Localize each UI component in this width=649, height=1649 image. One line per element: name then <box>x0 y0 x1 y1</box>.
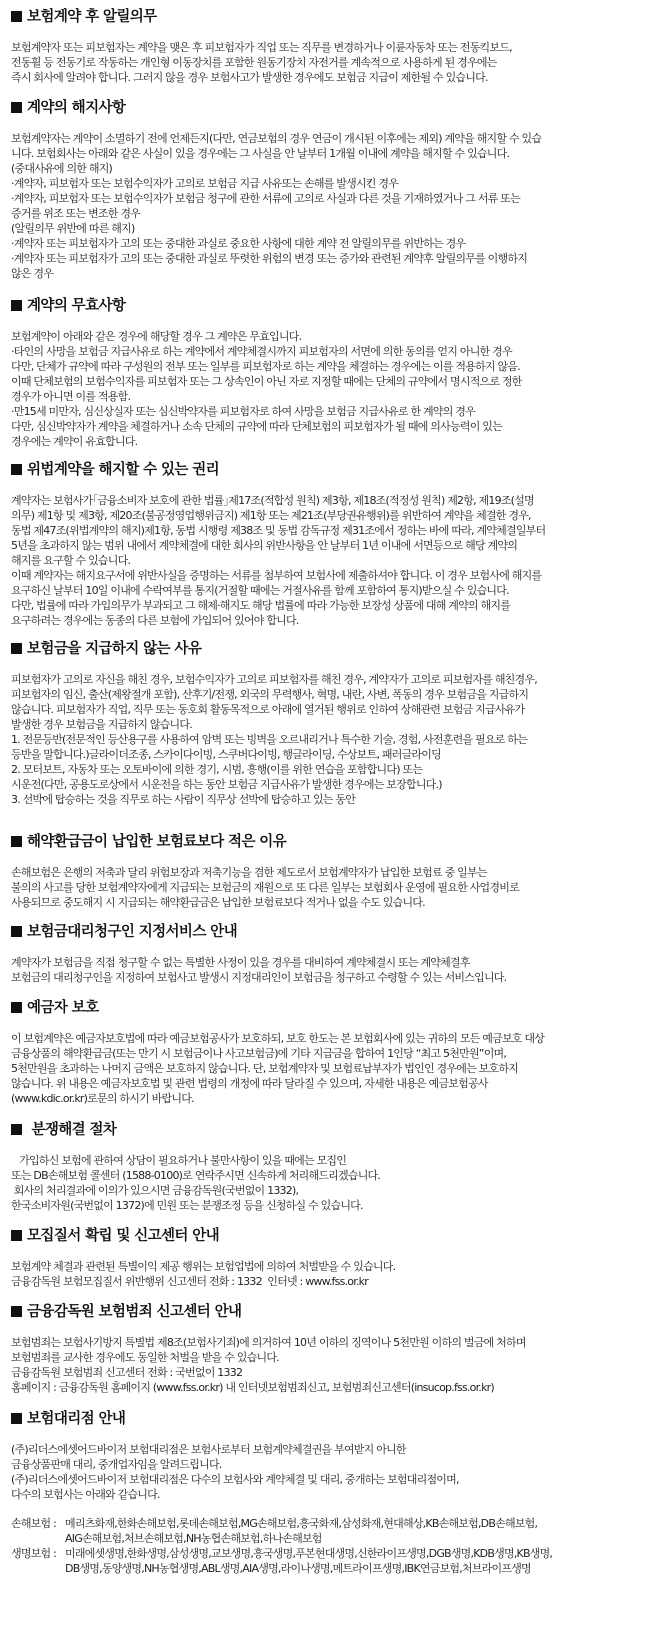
text-line: (주)리더스에셋어드바이저 보험대리점은 보험사로부터 보험계약체결권을 부여받지 아니한 <box>11 1443 406 1456</box>
section-non-payment-reasons <box>11 636 638 807</box>
section-heading: 금융감독원 보험범죄 신고센터 안내 <box>11 1299 638 1325</box>
section-post-contract-notice <box>11 4 638 85</box>
insurer-list <box>11 1516 638 1576</box>
text-line: 계약자는 보험사가｢금융소비자 보호에 관한 법률｣제17조(적합성 원칙) 제3항, 제18조(적정성 원칙) 제2항, 제19조(설명 <box>11 494 534 507</box>
square-bullet-icon <box>11 1306 22 1317</box>
text-line: 경우가 아니면 이를 적용함. <box>11 390 131 403</box>
text-line: 전동휠 등 전동기로 작동하는 개인형 이동장치를 포함한 원동기장치 자전거를 계속적으로 사용하게 된 경우에는 <box>11 56 497 69</box>
text-line: 메리츠화재,한화손해보험,롯데손해보험,MG손해보험,흥국화재,삼성화재,현대해상,KB손해보험,DB손해보험, <box>65 1517 538 1530</box>
section-proxy-claimant <box>11 919 638 985</box>
text-line: 5천만원을 초과하는 나머지 금액은 보호하지 않습니다. 단, 보험계약자 및 보험료납부자가 법인인 경우에는 보호하지 <box>11 1062 519 1075</box>
text-line: 다만, 심신박약자가 계약을 체결하거나 소속 단체의 규약에 따라 단체보험의 피보험자가 될 때에 의사능력이 있는 <box>11 420 502 433</box>
text-line: 한국소비자원(국번없이 1372)에 민원 또는 분쟁조정 등을 신청하실 수 있습니다. <box>11 1199 363 1212</box>
section-heading: 위법계약을 해지할 수 있는 권리 <box>11 457 638 483</box>
text-line: 가입하신 보험에 관하여 상담이 필요하거나 불만사항이 있을 때에는 모집인 <box>11 1154 347 1167</box>
text-line: (주)리더스에셋어드바이저 보험대리점은 다수의 보험사와 계약체결 및 대리, 중개하는 보험대리점이며, <box>11 1473 459 1486</box>
section-surrender-value <box>11 829 638 910</box>
text-line: 금융상품판매 대리, 중개업자임을 알려드립니다. <box>11 1458 222 1471</box>
text-line: 다만, 법률에 따라 가입의무가 부과되고 그 해제·해지도 해당 법률에 따라 가능한 보장성 상품에 대해 계약의 해지를 <box>11 599 511 612</box>
text-line: 해지를 요구할 수 있습니다. <box>11 554 131 567</box>
section-heading: 계약의 해지사항 <box>11 95 638 121</box>
square-bullet-icon <box>11 464 22 475</box>
text-line: 경우에는 계약이 유효합니다. <box>11 435 138 448</box>
square-bullet-icon <box>11 1002 22 1013</box>
text-line: DB생명,동양생명,NH농협생명,ABL생명,AIA생명,라이나생명,메트라이프생명,IBK연금보험,처브라이프생명 <box>65 1562 531 1575</box>
text-line: ·계약자, 피보험자 또는 보험수익자가 고의로 보험금 지급 사유또는 손해를 발생시킨 경우 <box>11 177 399 190</box>
section-heading: 분쟁해결 절차 <box>11 1117 638 1143</box>
section-heading: 보험계약 후 알릴의무 <box>11 4 638 30</box>
text-line: 금융상품의 해약환급금(또는 만기 시 보험금이나 사고보험금)에 기타 지급금을 합하여 1인당 “최고 5천만원”이며, <box>11 1047 507 1060</box>
section-dispute-resolution <box>11 1117 638 1213</box>
text-line: 미래에셋생명,한화생명,삼성생명,교보생명,흥국생명,푸본현대생명,신한라이프생명,DGB생명,KDB생명,KB생명, <box>65 1547 553 1560</box>
nonlife-label: 손해보험 : <box>11 1517 57 1530</box>
text-line: 피보험자가 고의로 자신을 해친 경우, 보험수익자가 고의로 피보험자를 해친 경우, 계약자가 고의로 피보험자를 해친경우, <box>11 673 537 686</box>
section-heading: 보험대리점 안내 <box>11 1406 638 1432</box>
section-heading: 계약의 무효사항 <box>11 293 638 319</box>
text-line: 1. 전문등반(전문적인 등산용구를 사용하여 암벽 또는 빙벽을 오르내리거나 특수한 기술, 경험, 사전훈련을 필요로 하는 <box>11 733 527 746</box>
text-line: 요구하려는 경우에는 동종의 다른 보험에 가입되어 있어야 합니다. <box>11 614 299 627</box>
section-heading: 보험금을 지급하지 않는 사유 <box>11 636 638 662</box>
text-line: (중대사유에 의한 해지) <box>11 162 113 175</box>
text-line: 보험계약자는 계약이 소멸하기 전에 언제든지(다만, 연금보험의 경우 연금이 개시된 이후에는 제외) 계약을 해지할 수 있습 <box>11 132 542 145</box>
square-bullet-icon <box>11 836 22 847</box>
text-line: 불의의 사고를 당한 보험계약자에게 지급되는 보험금의 재원으로 또 다른 일부는 보험회사 운영에 필요한 사업경비로 <box>11 881 519 894</box>
section-solicitation-order <box>11 1223 638 1289</box>
square-bullet-icon <box>11 926 22 937</box>
text-line: 이때 계약자는 해지요구서에 위반사실을 증명하는 서류를 첨부하여 보험사에 제출하셔야 합니다. 이 경우 보험사에 해지를 <box>11 569 542 582</box>
text-line: 이때 단체보험의 보험수익자를 피보험자 또는 그 상속인이 아닌 자로 지정할 때에는 단체의 규약에서 명시적으로 정한 <box>11 375 522 388</box>
section-invalidity <box>11 293 638 449</box>
square-bullet-icon <box>11 102 22 113</box>
text-line: ·계약자 또는 피보험자가 고의 또는 중대한 과실로 뚜렷한 위험의 변경 또는 증가와 관련된 계약후 알릴의무를 이행하지 <box>11 252 528 265</box>
square-bullet-icon <box>11 300 22 311</box>
text-line: 손해보험은 은행의 저축과 달리 위험보장과 저축기능을 겸한 제도로서 보험계약자가 납입한 보험료 중 일부는 <box>11 866 487 879</box>
text-line: 이 보험계약은 예금자보호법에 따라 예금보험공사가 보호하되, 보호 한도는 본 보험회사에 있는 귀하의 모든 예금보호 대상 <box>11 1032 545 1045</box>
text-line: AIG손해보험,처브손해보험,NH농협손해보험,하나손해보험 <box>65 1532 322 1545</box>
text-line: 보험계약 체결과 관련된 특별이익 제공 행위는 보험업법에 의하여 처벌받을 수 있습니다. <box>11 1260 396 1273</box>
nonlife-insurer-row <box>11 1516 638 1546</box>
text-line: 시운전(다만, 공용도로상에서 시운전을 하는 동안 보험금 지급사유가 발생한 경우에는 보장합니다.) <box>11 778 442 791</box>
text-line: 보험범죄는 보험사기방지 특별법 제8조(보험사기죄)에 의거하여 10년 이하의 징역이나 5천만원 이하의 벌금에 처하며 <box>11 1336 526 1349</box>
square-bullet-icon <box>11 643 22 654</box>
section-heading: 예금자 보호 <box>11 995 638 1021</box>
text-line: 5년을 초과하지 않는 범위 내에서 계약체결에 대한 회사의 위반사항을 안 날부터 1년 이내에 서면등으로 해당 계약의 <box>11 539 518 552</box>
text-line: 3. 선박에 탑승하는 것을 직무로 하는 사람이 직무상 선박에 탑승하고 있는 동안 <box>11 793 356 806</box>
nonlife-names <box>65 1516 638 1546</box>
text-line: 증거를 위조 또는 변조한 경우 <box>11 207 141 220</box>
text-line: (www.kdic.or.kr)로문의 하시기 바랍니다. <box>11 1092 194 1105</box>
life-insurer-row <box>11 1546 638 1576</box>
text-line: 않습니다. 피보험자가 직업, 직무 또는 동호회 활동목적으로 아래에 열거된 행위로 인하여 상해관련 보험금 지급사유가 <box>11 703 525 716</box>
section-heading: 모집질서 확립 및 신고센터 안내 <box>11 1223 638 1249</box>
text-line: 금융감독원 보험모집질서 위반행위 신고센터 전화 : 1332 인터넷 : www.fss.or.kr <box>11 1275 368 1288</box>
text-line: 않은 경우 <box>11 267 54 280</box>
square-bullet-icon <box>11 11 22 22</box>
life-label: 생명보험 : <box>11 1547 57 1560</box>
text-line: 않습니다. 위 내용은 예금자보호법 및 관련 법령의 개정에 따라 달라질 수 있으며, 자세한 내용은 예금보험공사 <box>11 1077 488 1090</box>
text-line: 또는 DB손해보험 콜센터 (1588-0100)로 연락주시면 신속하게 처리해드리겠습니다. <box>11 1169 381 1182</box>
text-line: 다만, 단체가 규약에 따라 구성원의 전부 또는 일부를 피보험자로 하는 계약을 체결하는 경우에는 이를 적용하지 않음. <box>11 360 520 373</box>
text-line: 니다. 보험회사는 아래와 같은 사실이 있을 경우에는 그 사실을 안 날부터 1개월 이내에 계약을 해지할 수 있습니다. <box>11 147 510 160</box>
text-line: 발생한 경우 보험금을 지급하지 않습니다. <box>11 718 192 731</box>
text-line: 즉시 회사에 알려야 합니다. 그러지 않을 경우 보험사고가 발생한 경우에도 보험금 지급이 제한될 수 있습니다. <box>11 71 488 84</box>
text-line: 보험금의 대리청구인을 지정하여 보험사고 발생시 지정대리인이 보험금을 청구하고 수령할 수 있는 서비스입니다. <box>11 971 507 984</box>
text-line: ·계약자 또는 피보험자가 고의 또는 중대한 과실로 중요한 사항에 대한 계약 전 알릴의무를 위반하는 경우 <box>11 237 466 250</box>
text-line: 2. 모터보트, 자동차 또는 오토바이에 의한 경기, 시범, 흥행(이를 위한 연습을 포함합니다) 또는 <box>11 763 423 776</box>
text-line: ·계약자, 피보험자 또는 보험수익자가 보험금 청구에 관한 서류에 고의로 사실과 다른 것을 기재하였거나 그 서류 또는 <box>11 192 520 205</box>
section-heading: 보험금대리청구인 지정서비스 안내 <box>11 919 638 945</box>
text-line: 등반을 말합니다.)글라이더조종, 스카이다이빙, 스쿠버다이빙, 행글라이딩, 수상보트, 패러글라이딩 <box>11 748 441 761</box>
text-line: 보험계약이 아래와 같은 경우에 해당할 경우 그 계약은 무효입니다. <box>11 330 302 343</box>
square-bullet-icon <box>11 1124 22 1135</box>
section-depositor-protection <box>11 995 638 1106</box>
text-line: ·타인의 사망을 보험금 지급사유로 하는 계약에서 계약체결시까지 피보험자의 서면에 의한 동의를 얻지 아니한 경우 <box>11 345 512 358</box>
text-line: 피보험자의 임신, 출산(제왕절개 포함), 산후기/전쟁, 외국의 무력행사, 혁명, 내란, 사변, 폭동의 경우 보험금을 지급하지 <box>11 688 529 701</box>
text-line: 다수의 보험사는 아래와 같습니다. <box>11 1488 160 1501</box>
text-line: 회사의 처리결과에 이의가 있으시면 금융감독원(국번없이 1332), <box>11 1184 299 1197</box>
section-agency-info <box>11 1406 638 1576</box>
text-line: 홈페이지 : 금융감독원 홈페이지 (www.fss.or.kr) 내 인터넷보험범죄신고, 보험범죄신고센터(insucop.fss.or.kr) <box>11 1381 494 1394</box>
text-line: ·만15세 미만자, 심신상실자 또는 심신박약자를 피보험자로 하여 사망을 보험금 지급사유로 한 계약의 경우 <box>11 405 475 418</box>
text-line: 보험계약자 또는 피보험자는 계약을 맺은 후 피보험자가 직업 또는 직무를 변경하거나 이륜자동차 또는 전동킥보드, <box>11 41 512 54</box>
text-line: 금융감독원 보험범죄 신고센터 전화 : 국번없이 1332 <box>11 1366 243 1379</box>
text-line: 의무) 제1항 및 제3항, 제20조(불공정영업행위금지) 제1항 또는 제21조(부당권유행위)를 위반하여 계약을 체결한 경우, <box>11 509 531 522</box>
section-heading: 해약환급금이 납입한 보험료보다 적은 이유 <box>11 829 638 855</box>
text-line: 사용되므로 중도해지 시 지급되는 해약환급금은 납입한 보험료보다 적거나 없을 수도 있습니다. <box>11 896 425 909</box>
text-line: 보험범죄를 교사한 경우에도 동일한 처벌을 받을 수 있습니다. <box>11 1351 279 1364</box>
square-bullet-icon <box>11 1413 22 1424</box>
life-names <box>65 1546 638 1576</box>
section-fraud-report-center <box>11 1299 638 1395</box>
square-bullet-icon <box>11 1230 22 1241</box>
text-line: 동법 제47조(위법계약의 해지)제1항, 동법 시행령 제38조 및 동법 감독규정 제31조에서 정하는 바에 따라, 계약체결일부터 <box>11 524 546 537</box>
section-illegal-contract-termination <box>11 457 638 628</box>
text-line: (알릴의무 위반에 따른 해지) <box>11 222 135 235</box>
text-line: 요구하신 날부터 10일 이내에 수락여부를 통지(거절할 때에는 거절사유를 함께 포함하여 통지)받으실 수 있습니다. <box>11 584 509 597</box>
text-line: 계약자가 보험금을 직접 청구할 수 없는 특별한 사정이 있을 경우를 대비하여 계약체결시 또는 계약체결후 <box>11 956 470 969</box>
section-termination <box>11 95 638 281</box>
